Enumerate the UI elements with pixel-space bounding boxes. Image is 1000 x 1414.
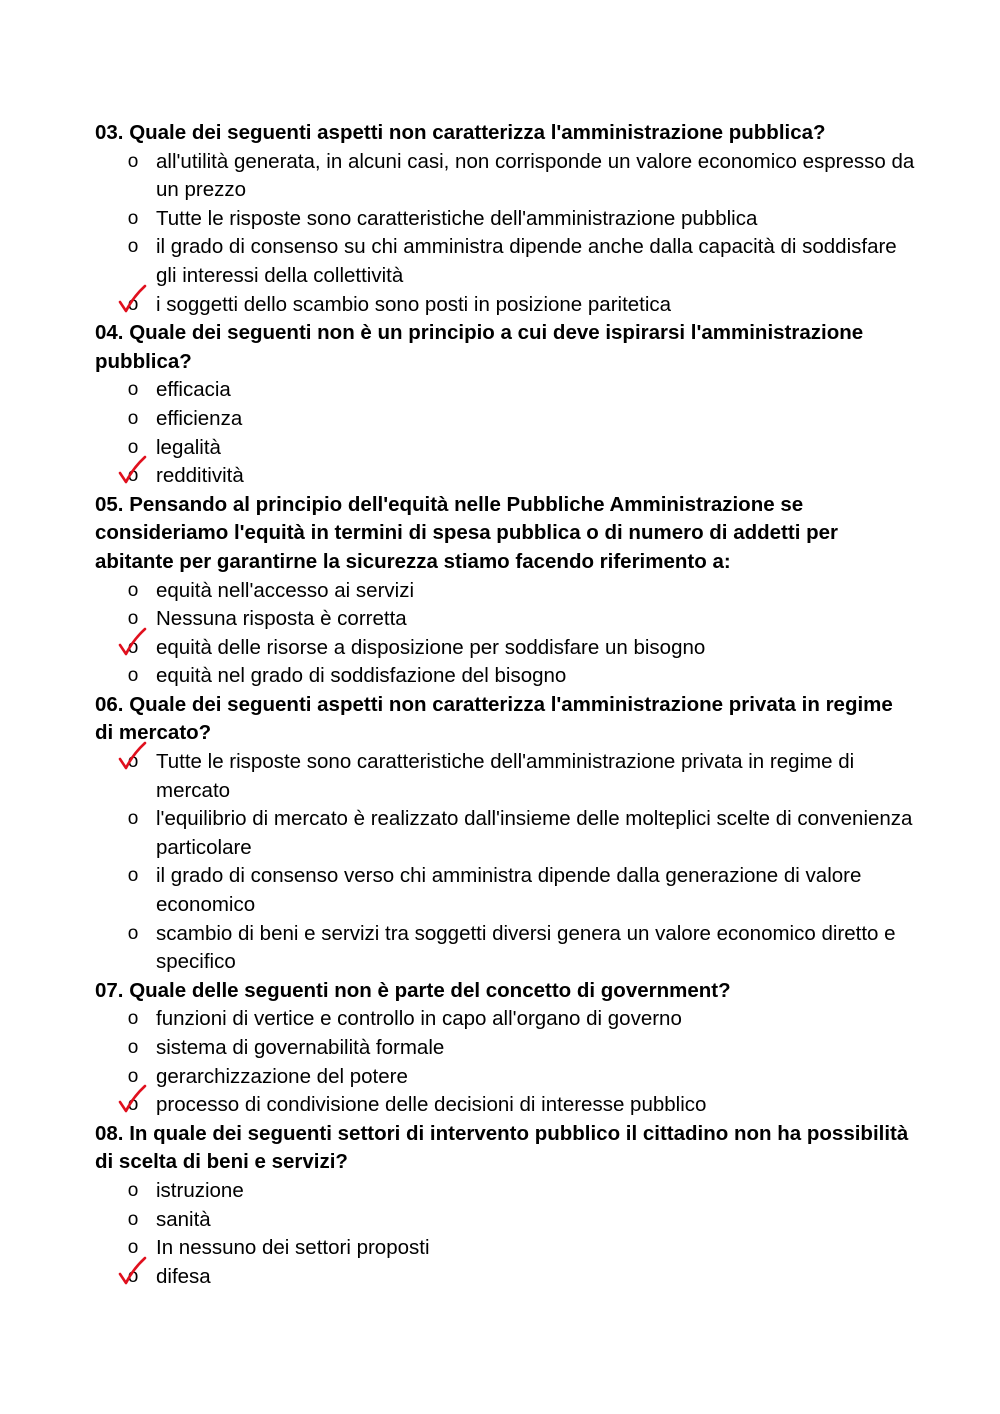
answer-options <box>95 748 915 977</box>
bullet-icon: o <box>127 1037 139 1058</box>
answer-option <box>95 920 915 977</box>
bullet-icon: o <box>127 665 139 687</box>
bullet-icon: o <box>127 150 139 172</box>
bullet-icon: o <box>127 236 139 258</box>
answer-option <box>95 605 915 634</box>
question-title: 08. In quale dei seguenti settori di intervento pubblico il cittadino non ha possibilità di scelta di beni e servizi? <box>95 1121 909 1174</box>
question-block <box>95 491 915 691</box>
question-title: 03. Quale dei seguenti aspetti non caratterizza l'amministrazione pubblica? <box>95 121 826 144</box>
question-block <box>95 1120 915 1292</box>
answer-text: all'utilità generata, in alcuni casi, non corrisponde un valore economico espresso da un prezzo <box>156 149 915 202</box>
answer-text: funzioni di vertice e controllo in capo all'organo di governo <box>156 1007 682 1031</box>
answer-option <box>95 434 915 463</box>
answer-text: equità nel grado di soddisfazione del bisogno <box>156 664 567 688</box>
answer-option <box>95 577 915 606</box>
check-mark-icon <box>117 1255 147 1287</box>
question-block <box>95 691 915 977</box>
bullet-icon: o <box>127 1008 139 1030</box>
answer-text: scambio di beni e servizi tra soggetti diversi genera un valore economico diretto e specifico <box>156 921 896 974</box>
answer-text: il grado di consenso su chi amministra dipende anche dalla capacità di soddisfare gli interessi della collettività <box>156 235 897 287</box>
check-mark-icon <box>117 454 147 486</box>
bullet-icon: o <box>127 465 139 487</box>
check-mark-icon <box>117 740 147 772</box>
bullet-icon: o <box>127 293 139 315</box>
check-mark-icon <box>117 626 147 658</box>
bullet-icon: o <box>127 436 139 458</box>
answer-options <box>95 148 915 320</box>
bullet-icon: o <box>127 407 139 429</box>
bullet-icon: o <box>127 579 139 601</box>
bullet-icon: o <box>127 608 139 630</box>
check-mark-icon <box>117 283 147 315</box>
answer-option <box>95 233 915 290</box>
answer-text: gerarchizzazione del potere <box>156 1064 408 1088</box>
answer-option <box>95 148 915 205</box>
answer-option <box>95 1177 915 1206</box>
question-title: 07. Quale delle seguenti non è parte del concetto di government? <box>95 978 731 1002</box>
answer-text: Nessuna risposta è corretta <box>156 607 407 631</box>
question-block <box>95 319 915 491</box>
answer-option <box>95 405 915 434</box>
answer-option-correct <box>95 634 915 663</box>
bullet-icon: o <box>127 1237 139 1259</box>
answer-options <box>95 577 915 691</box>
answer-text: processo di condivisione delle decisioni di interesse pubblico <box>156 1093 707 1117</box>
answer-option-correct <box>95 1091 915 1120</box>
answer-option-correct <box>95 291 915 320</box>
answer-text: i soggetti dello scambio sono posti in posizione paritetica <box>156 292 672 316</box>
quiz-content <box>95 119 915 1291</box>
question-title: 06. Quale dei seguenti aspetti non caratterizza l'amministrazione privata in regime di mercato? <box>95 692 893 745</box>
bullet-icon: o <box>127 636 139 658</box>
answer-options <box>95 376 915 490</box>
answer-option <box>95 662 915 691</box>
question-block <box>95 119 915 319</box>
answer-text: In nessuno dei settori proposti <box>156 1236 430 1260</box>
answer-option-correct <box>95 462 915 491</box>
answer-option <box>95 1034 915 1063</box>
question-title: 05. Pensando al principio dell'equità nelle Pubbliche Amministrazione se consideriamo l'equità in termini di spesa pubblica o di numero di addetti per abitante per garantirne la sicurezza stiamo facendo riferimento a: <box>95 492 838 573</box>
bullet-icon: o <box>127 379 139 401</box>
answer-option-correct <box>95 748 915 805</box>
answer-option <box>95 1234 915 1263</box>
question-title: 04. Quale dei seguenti non è un principio a cui deve ispirarsi l'amministrazione pubblica? <box>95 321 864 373</box>
answer-option <box>95 1063 915 1092</box>
bullet-icon: o <box>127 207 139 229</box>
bullet-icon: o <box>127 1065 139 1087</box>
answer-text: sistema di governabilità formale <box>156 1036 445 1059</box>
answer-text: equità nell'accesso ai servizi <box>156 578 415 602</box>
answer-text: legalità <box>156 435 221 459</box>
bullet-icon: o <box>127 1265 139 1287</box>
answer-text: equità delle risorse a disposizione per soddisfare un bisogno <box>156 635 706 659</box>
answer-option <box>95 376 915 405</box>
answer-text: redditività <box>156 464 244 488</box>
bullet-icon: o <box>127 1179 139 1201</box>
answer-text: Tutte le risposte sono caratteristiche dell'amministrazione pubblica <box>156 206 758 230</box>
answer-options <box>95 1005 915 1119</box>
answer-text: difesa <box>156 1264 211 1288</box>
answer-option-correct <box>95 1263 915 1292</box>
bullet-icon: o <box>127 1094 139 1116</box>
answer-option <box>95 805 915 862</box>
answer-text: l'equilibrio di mercato è realizzato dall'insieme delle molteplici scelte di convenienza particolare <box>156 807 913 859</box>
answer-option <box>95 205 915 234</box>
answer-option <box>95 1206 915 1235</box>
bullet-icon: o <box>127 922 139 944</box>
bullet-icon: o <box>127 751 139 773</box>
answer-text: efficacia <box>156 378 231 402</box>
answer-text: sanità <box>156 1207 211 1231</box>
answer-options <box>95 1177 915 1291</box>
answer-text: il grado di consenso verso chi amministra dipende dalla generazione di valore economico <box>156 864 862 917</box>
bullet-icon: o <box>127 1208 139 1230</box>
answer-text: efficienza <box>156 406 243 430</box>
check-mark-icon <box>117 1083 147 1115</box>
question-block <box>95 977 915 1120</box>
answer-option <box>95 1005 915 1034</box>
answer-option <box>95 862 915 919</box>
bullet-icon: o <box>127 865 139 887</box>
answer-text: Tutte le risposte sono caratteristiche dell'amministrazione privata in regime di mercato <box>156 750 855 802</box>
bullet-icon: o <box>127 808 139 830</box>
answer-text: istruzione <box>156 1178 244 1202</box>
